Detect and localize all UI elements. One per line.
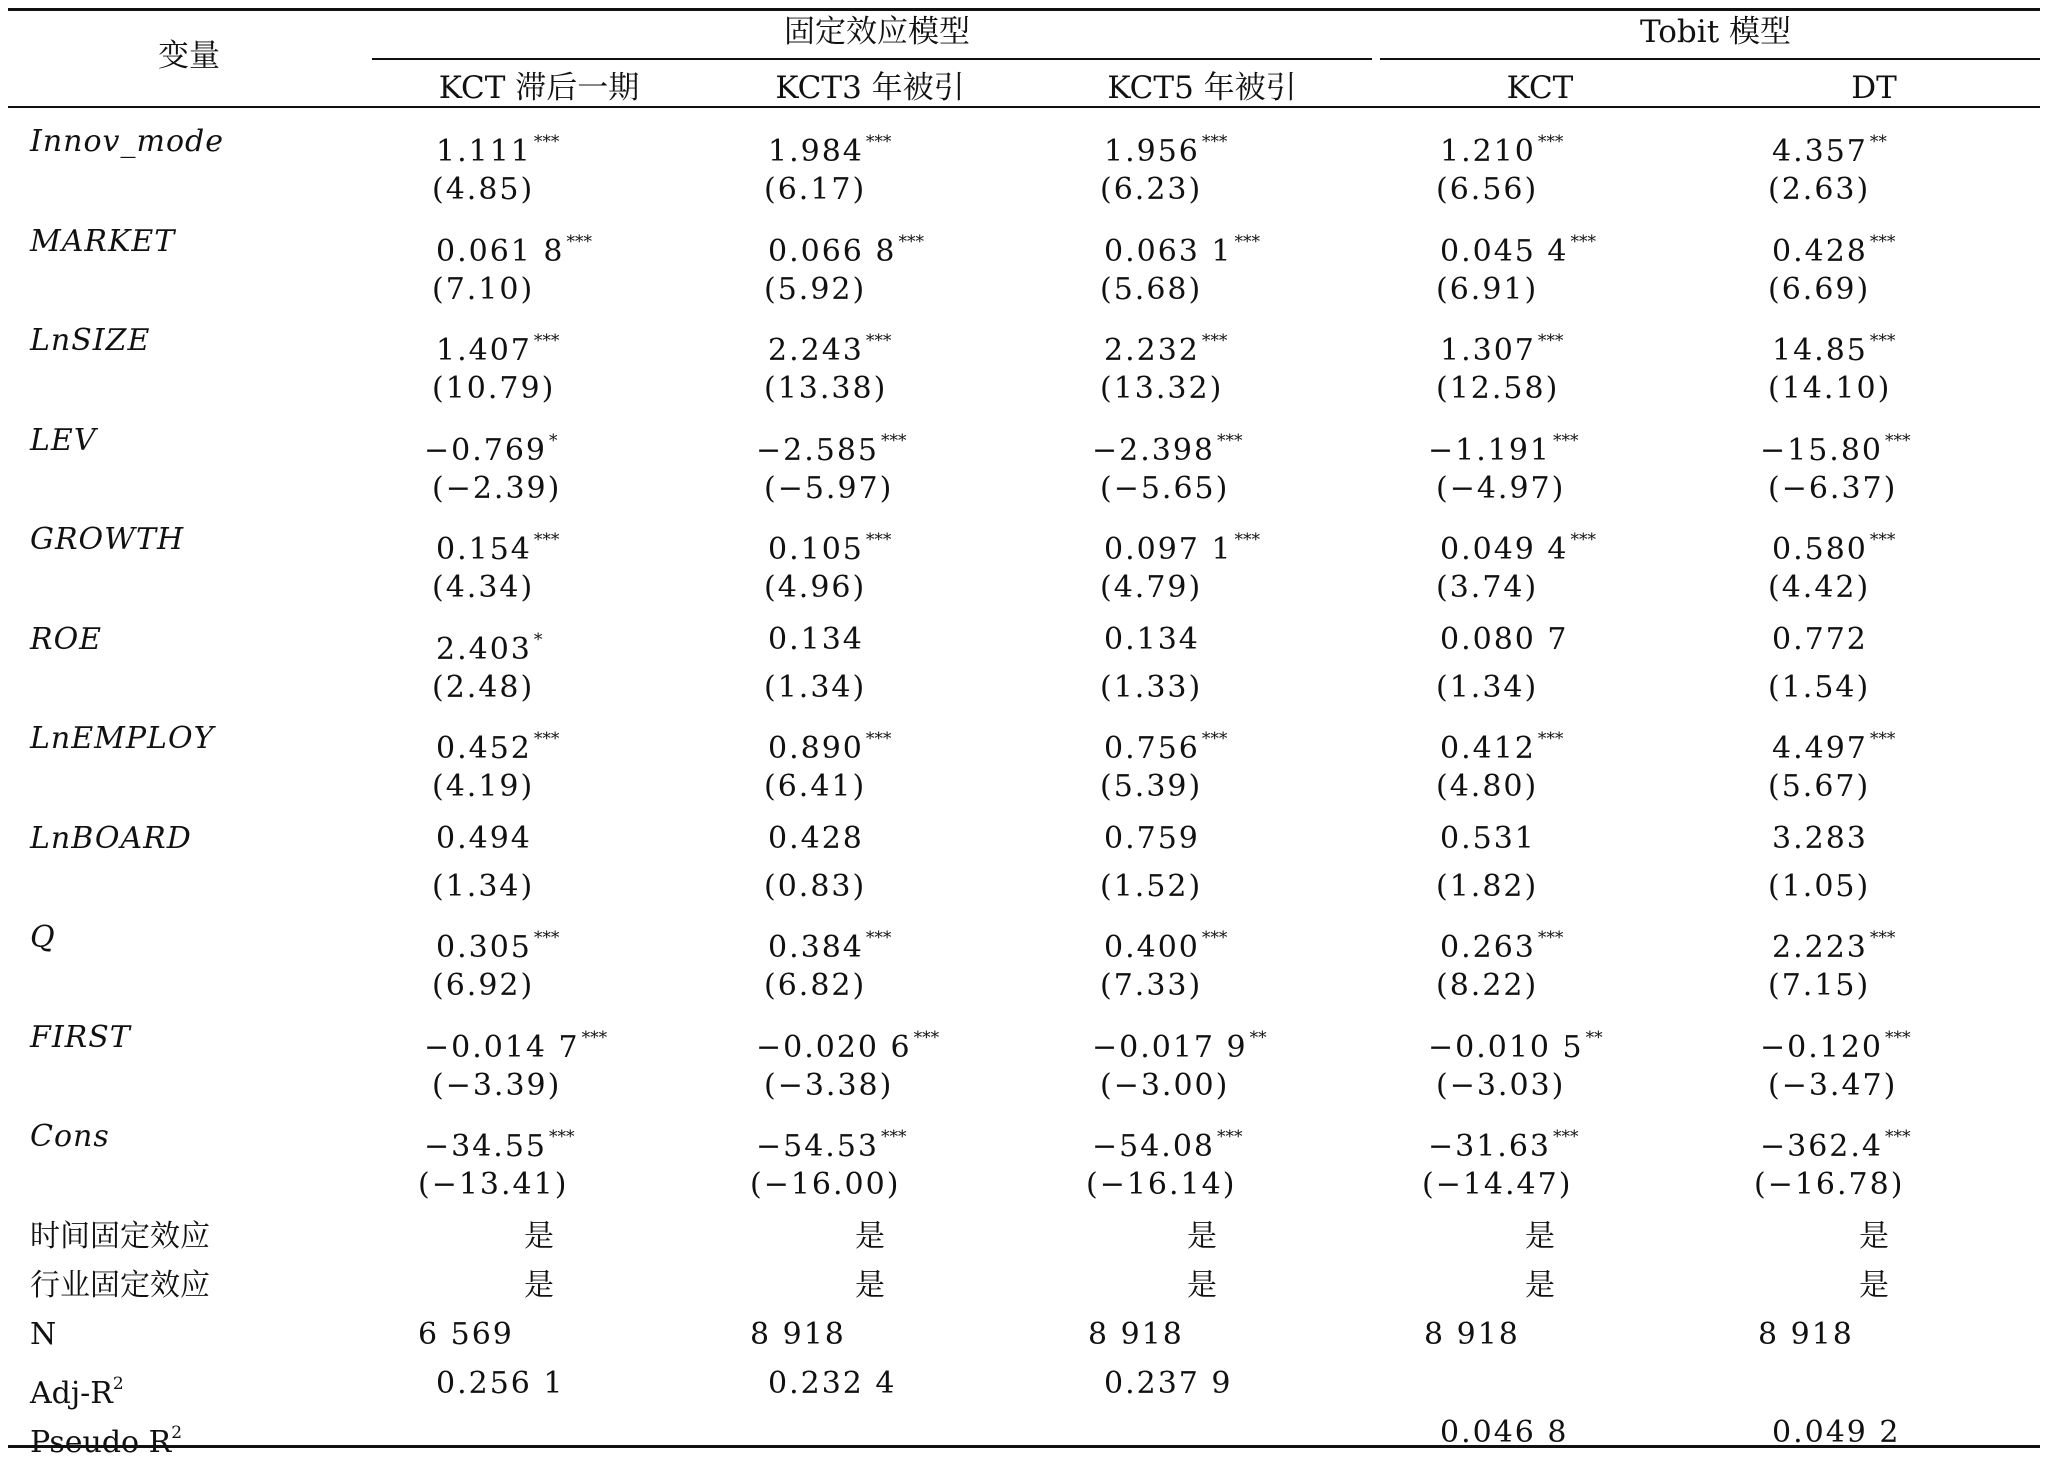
coefficient-value: −0.010 5 xyxy=(1428,1029,1584,1065)
coefficient-cell xyxy=(768,622,864,658)
n-value: 8 918 xyxy=(1758,1316,1854,1352)
significance-stars: *** xyxy=(1869,928,1896,948)
table-top-rule xyxy=(8,8,2040,11)
n-value: 6 569 xyxy=(418,1316,514,1352)
adj-r2-label xyxy=(30,1366,124,1412)
coefficient-value: −15.80 xyxy=(1760,432,1884,468)
coefficient-value: 2.223 xyxy=(1772,930,1868,965)
significance-stars: *** xyxy=(1869,331,1896,351)
significance-stars: *** xyxy=(1537,132,1564,152)
fixed-effect-value: 是 xyxy=(1859,1267,1889,1303)
coefficient-cell xyxy=(1440,522,1596,568)
t-statistic-cell: (6.23) xyxy=(1100,172,1203,207)
significance-stars: *** xyxy=(1885,430,1911,451)
fixed-effect-value: 是 xyxy=(1187,1267,1217,1303)
coefficient-cell xyxy=(1104,124,1227,170)
coefficient-cell xyxy=(1104,821,1200,857)
coefficient-value: 0.384 xyxy=(768,930,864,965)
t-statistic-cell: (6.92) xyxy=(432,968,535,1003)
coefficient-cell xyxy=(768,224,924,270)
coefficient-value: 2.232 xyxy=(1104,333,1200,368)
t-statistic-cell: (−6.37) xyxy=(1768,470,1898,506)
significance-stars: *** xyxy=(1217,1127,1243,1147)
significance-stars: *** xyxy=(1570,231,1597,252)
coefficient-cell xyxy=(756,1119,907,1165)
t-statistic-cell: (8.22) xyxy=(1436,968,1539,1003)
coefficient-value: 1.956 xyxy=(1104,134,1200,169)
coefficient-value: 0.531 xyxy=(1440,820,1536,856)
t-statistic-cell: (7.33) xyxy=(1100,968,1203,1003)
adj-r2-value: 0.232 4 xyxy=(768,1365,897,1401)
t-statistic-cell: (−4.97) xyxy=(1436,470,1566,506)
variable-header: 变量 xyxy=(158,38,220,74)
t-statistic-cell: (13.38) xyxy=(764,371,888,406)
variable-label: LnEMPLOY xyxy=(30,721,215,756)
coefficient-cell xyxy=(1772,323,1895,369)
coefficient-value: −2.585 xyxy=(756,432,880,468)
coefficient-cell xyxy=(1104,323,1227,369)
significance-stars: *** xyxy=(1217,430,1243,451)
coefficient-cell xyxy=(768,920,891,966)
coefficient-cell xyxy=(768,323,891,369)
significance-stars: *** xyxy=(1201,729,1228,749)
coefficient-cell xyxy=(1440,920,1563,966)
variable-label: Cons xyxy=(30,1119,110,1154)
coefficient-value: −31.63 xyxy=(1428,1129,1552,1164)
significance-stars: *** xyxy=(1869,729,1896,749)
coefficient-value: 1.111 xyxy=(436,134,532,169)
coefficient-cell xyxy=(436,721,559,767)
significance-stars: *** xyxy=(881,1127,907,1147)
t-statistic-cell: (1.82) xyxy=(1436,868,1539,904)
t-statistic-cell: (7.15) xyxy=(1768,968,1871,1003)
t-statistic-cell: (4.80) xyxy=(1436,769,1539,804)
fixed-effect-value: 是 xyxy=(1525,1267,1555,1303)
coefficient-cell xyxy=(1772,622,1868,658)
fixed-effect-value: 是 xyxy=(1859,1218,1889,1254)
t-statistic-cell: (−3.00) xyxy=(1100,1067,1230,1103)
coefficient-value: −0.769 xyxy=(424,432,548,468)
adj-r2-label-exponent: 2 xyxy=(112,1373,124,1394)
t-statistic-cell: (6.91) xyxy=(1436,271,1539,307)
coefficient-cell xyxy=(1104,522,1260,568)
coefficient-value: −34.55 xyxy=(424,1129,548,1164)
fixed-effect-label: 时间固定效应 xyxy=(30,1218,210,1254)
variable-label: ROE xyxy=(30,621,103,657)
n-value: 8 918 xyxy=(1424,1316,1520,1352)
coefficient-cell xyxy=(1428,423,1579,469)
coefficient-cell xyxy=(1772,224,1895,270)
t-statistic-cell: (4.19) xyxy=(432,769,535,804)
coefficient-value: 0.400 xyxy=(1104,930,1200,965)
coefficient-cell xyxy=(1092,1119,1243,1165)
coefficient-value: −54.53 xyxy=(756,1129,880,1164)
coefficient-cell xyxy=(436,323,559,369)
coefficient-value: −0.120 xyxy=(1760,1029,1884,1065)
t-statistic-cell: (4.85) xyxy=(432,172,535,207)
column-header: KCT xyxy=(1506,70,1574,106)
t-statistic-cell: (5.39) xyxy=(1100,769,1203,804)
coefficient-cell xyxy=(424,1119,575,1165)
coefficient-value: 4.497 xyxy=(1772,731,1868,766)
coefficient-cell xyxy=(436,920,559,966)
group-header-tobit: Tobit 模型 xyxy=(1640,14,1792,50)
group-header-fixed-effects: 固定效应模型 xyxy=(784,14,970,50)
significance-stars: *** xyxy=(1201,331,1228,351)
coefficient-cell xyxy=(768,721,891,767)
coefficient-cell xyxy=(1772,522,1895,568)
coefficient-cell xyxy=(756,423,907,469)
significance-stars: *** xyxy=(533,530,560,550)
t-statistic-cell: (−14.47) xyxy=(1422,1167,1573,1202)
table-bottom-rule xyxy=(8,1445,2040,1448)
significance-stars: *** xyxy=(533,331,560,351)
t-statistic-cell: (−2.39) xyxy=(432,470,562,506)
significance-stars: *** xyxy=(1201,132,1228,152)
coefficient-cell xyxy=(1772,124,1887,170)
group-rule-fixed-effects xyxy=(372,58,1372,60)
significance-stars: *** xyxy=(865,729,892,749)
significance-stars: *** xyxy=(865,530,892,550)
column-header: KCT 滞后一期 xyxy=(438,70,640,106)
coefficient-cell xyxy=(1104,721,1227,767)
significance-stars: *** xyxy=(913,1027,940,1048)
t-statistic-cell: (1.33) xyxy=(1100,669,1203,705)
coefficient-value: 1.307 xyxy=(1440,333,1536,368)
significance-stars: *** xyxy=(1234,231,1261,252)
t-statistic-cell: (4.96) xyxy=(764,570,867,605)
significance-stars: *** xyxy=(865,331,892,351)
t-statistic-cell: (5.92) xyxy=(764,271,867,307)
coefficient-value: 0.452 xyxy=(436,731,532,766)
significance-stars: *** xyxy=(1570,530,1597,550)
coefficient-value: 0.263 xyxy=(1440,930,1536,965)
coefficient-cell xyxy=(1772,821,1868,857)
n-value: 8 918 xyxy=(1088,1316,1184,1352)
coefficient-value: 0.305 xyxy=(436,930,532,965)
coefficient-value: 0.412 xyxy=(1440,731,1536,766)
t-statistic-cell: (2.48) xyxy=(432,669,535,705)
n-label: N xyxy=(30,1316,57,1352)
pseudo-r2-label xyxy=(30,1415,182,1461)
t-statistic-cell: (−3.47) xyxy=(1768,1067,1898,1103)
adj-r2-value: 0.256 1 xyxy=(436,1365,565,1401)
coefficient-cell xyxy=(1092,1020,1267,1066)
t-statistic-cell: (1.05) xyxy=(1768,868,1871,904)
coefficient-cell xyxy=(1760,1020,1911,1066)
coefficient-value: 0.494 xyxy=(436,820,532,856)
t-statistic-cell: (13.32) xyxy=(1100,371,1224,406)
t-statistic-cell: (6.82) xyxy=(764,968,867,1003)
fixed-effect-value: 是 xyxy=(855,1218,885,1254)
coefficient-value: 0.080 7 xyxy=(1440,621,1569,657)
variable-label: MARKET xyxy=(30,223,176,259)
coefficient-cell xyxy=(1440,323,1563,369)
coefficient-value: 0.063 1 xyxy=(1104,233,1233,269)
variable-label: LnSIZE xyxy=(30,323,151,358)
coefficient-value: −362.4 xyxy=(1760,1129,1884,1164)
significance-stars: *** xyxy=(1234,530,1261,550)
pseudo-r2-label-text: Pseudo R xyxy=(30,1424,172,1460)
n-value: 8 918 xyxy=(750,1316,846,1352)
t-statistic-cell: (5.67) xyxy=(1768,769,1871,804)
t-statistic-cell: (14.10) xyxy=(1768,371,1892,406)
t-statistic-cell: (4.79) xyxy=(1100,570,1203,605)
t-statistic-cell: (4.34) xyxy=(432,570,535,605)
significance-stars: *** xyxy=(1201,928,1228,948)
t-statistic-cell: (6.41) xyxy=(764,769,867,804)
significance-stars: *** xyxy=(1537,928,1564,948)
t-statistic-cell: (−3.38) xyxy=(764,1067,894,1103)
significance-stars: *** xyxy=(1553,430,1579,451)
coefficient-cell xyxy=(424,423,558,469)
fixed-effect-label: 行业固定效应 xyxy=(30,1267,210,1303)
t-statistic-cell: (12.58) xyxy=(1436,371,1560,406)
significance-stars: *** xyxy=(533,928,560,948)
column-header: KCT5 年被引 xyxy=(1107,70,1297,106)
coefficient-value: 0.428 xyxy=(768,820,864,856)
coefficient-cell xyxy=(1104,224,1260,270)
t-statistic-cell: (6.56) xyxy=(1436,172,1539,207)
coefficient-cell xyxy=(768,821,864,857)
coefficient-value: −0.014 7 xyxy=(424,1029,580,1065)
coefficient-value: −54.08 xyxy=(1092,1129,1216,1164)
significance-stars: *** xyxy=(1885,1027,1911,1048)
coefficient-value: 0.134 xyxy=(1104,621,1200,657)
coefficient-value: 4.357 xyxy=(1772,134,1868,169)
column-header: DT xyxy=(1851,70,1897,106)
coefficient-value: 1.210 xyxy=(1440,134,1536,169)
coefficient-value: 0.134 xyxy=(768,621,864,657)
table-header-rule xyxy=(8,106,2040,108)
significance-stars: *** xyxy=(1537,331,1564,351)
coefficient-value: −0.017 9 xyxy=(1092,1029,1248,1065)
t-statistic-cell: (1.34) xyxy=(1436,669,1539,705)
fixed-effect-value: 是 xyxy=(524,1267,554,1303)
t-statistic-cell: (7.10) xyxy=(432,271,535,307)
coefficient-cell xyxy=(1440,224,1596,270)
coefficient-cell xyxy=(768,522,891,568)
significance-stars: *** xyxy=(1885,1127,1911,1147)
t-statistic-cell: (4.42) xyxy=(1768,570,1871,605)
coefficient-value: 14.85 xyxy=(1772,333,1868,368)
coefficient-value: 0.890 xyxy=(768,731,864,766)
significance-stars: *** xyxy=(1869,231,1896,252)
coefficient-value: 2.403 xyxy=(436,631,532,667)
t-statistic-cell: (−16.78) xyxy=(1754,1167,1905,1202)
coefficient-cell xyxy=(436,224,592,270)
pseudo-r2-value: 0.049 2 xyxy=(1772,1414,1901,1450)
coefficient-value: 0.428 xyxy=(1772,233,1868,269)
t-statistic-cell: (6.69) xyxy=(1768,271,1871,307)
significance-stars: *** xyxy=(881,430,907,451)
coefficient-cell xyxy=(768,124,891,170)
fixed-effect-value: 是 xyxy=(524,1218,554,1254)
significance-stars: *** xyxy=(865,132,892,152)
column-header: KCT3 年被引 xyxy=(775,70,965,106)
coefficient-cell xyxy=(436,124,559,170)
significance-stars: * xyxy=(533,629,543,650)
t-statistic-cell: (5.68) xyxy=(1100,271,1203,307)
coefficient-cell xyxy=(756,1020,939,1066)
coefficient-value: −2.398 xyxy=(1092,432,1216,468)
coefficient-value: −0.020 6 xyxy=(756,1029,912,1065)
t-statistic-cell: (1.54) xyxy=(1768,669,1871,705)
coefficient-value: 3.283 xyxy=(1772,820,1868,856)
significance-stars: *** xyxy=(533,132,560,152)
variable-label: Innov_mode xyxy=(30,124,224,159)
coefficient-cell xyxy=(1428,1119,1579,1165)
t-statistic-cell: (10.79) xyxy=(432,371,556,406)
coefficient-cell xyxy=(1092,423,1243,469)
coefficient-value: 0.045 4 xyxy=(1440,233,1569,269)
coefficient-cell xyxy=(1104,920,1227,966)
t-statistic-cell: (1.34) xyxy=(432,868,535,904)
t-statistic-cell: (−3.03) xyxy=(1436,1067,1566,1103)
coefficient-value: 0.066 8 xyxy=(768,233,897,269)
significance-stars: *** xyxy=(581,1027,608,1048)
coefficient-cell xyxy=(1104,622,1200,658)
variable-label: Q xyxy=(30,920,56,955)
t-statistic-cell: (−16.14) xyxy=(1086,1167,1237,1202)
t-statistic-cell: (−16.00) xyxy=(750,1167,901,1202)
significance-stars: *** xyxy=(533,729,560,749)
significance-stars: ** xyxy=(1869,132,1887,152)
coefficient-value: −1.191 xyxy=(1428,432,1552,468)
coefficient-cell xyxy=(424,1020,607,1066)
coefficient-cell xyxy=(436,622,542,668)
significance-stars: *** xyxy=(1869,530,1896,550)
coefficient-cell xyxy=(436,821,532,857)
fixed-effect-value: 是 xyxy=(1187,1218,1217,1254)
t-statistic-cell: (−3.39) xyxy=(432,1067,562,1103)
significance-stars: *** xyxy=(898,231,925,252)
significance-stars: * xyxy=(549,430,558,451)
t-statistic-cell: (0.83) xyxy=(764,868,867,904)
t-statistic-cell: (−5.97) xyxy=(764,470,894,506)
t-statistic-cell: (1.52) xyxy=(1100,868,1203,904)
regression-table xyxy=(8,8,2040,1460)
coefficient-cell xyxy=(436,522,559,568)
group-rule-tobit xyxy=(1380,58,2040,60)
variable-label: GROWTH xyxy=(30,522,185,557)
coefficient-cell xyxy=(1440,721,1563,767)
coefficient-cell xyxy=(1440,821,1536,857)
coefficient-value: 0.097 1 xyxy=(1104,532,1233,567)
adj-r2-value: 0.237 9 xyxy=(1104,1365,1233,1401)
significance-stars: ** xyxy=(1585,1027,1603,1048)
coefficient-cell xyxy=(1760,1119,1911,1165)
coefficient-value: 1.407 xyxy=(436,333,532,368)
coefficient-cell xyxy=(1760,423,1911,469)
adj-r2-label-text: Adj-R xyxy=(30,1375,113,1411)
t-statistic-cell: (2.63) xyxy=(1768,172,1871,207)
coefficient-value: 1.984 xyxy=(768,134,864,169)
pseudo-r2-label-exponent: 2 xyxy=(171,1422,183,1443)
variable-label: FIRST xyxy=(30,1019,131,1055)
coefficient-cell xyxy=(1772,721,1895,767)
pseudo-r2-value: 0.046 8 xyxy=(1440,1414,1569,1450)
significance-stars: ** xyxy=(1249,1027,1267,1048)
variable-label: LEV xyxy=(30,422,97,458)
coefficient-cell xyxy=(1440,124,1563,170)
coefficient-cell xyxy=(1440,622,1569,658)
variable-label: LnBOARD xyxy=(30,820,192,856)
fixed-effect-value: 是 xyxy=(855,1267,885,1303)
coefficient-cell xyxy=(1772,920,1895,966)
coefficient-value: 0.772 xyxy=(1772,621,1868,657)
significance-stars: *** xyxy=(566,231,593,252)
coefficient-value: 0.756 xyxy=(1104,731,1200,766)
t-statistic-cell: (1.34) xyxy=(764,669,867,705)
t-statistic-cell: (3.74) xyxy=(1436,570,1539,605)
fixed-effect-value: 是 xyxy=(1525,1218,1555,1254)
coefficient-cell xyxy=(1428,1020,1603,1066)
coefficient-value: 0.105 xyxy=(768,532,864,567)
coefficient-value: 0.759 xyxy=(1104,820,1200,856)
t-statistic-cell: (6.17) xyxy=(764,172,867,207)
t-statistic-cell: (−13.41) xyxy=(418,1167,569,1202)
significance-stars: *** xyxy=(549,1127,575,1147)
coefficient-value: 0.154 xyxy=(436,532,532,567)
significance-stars: *** xyxy=(1553,1127,1579,1147)
coefficient-value: 0.061 8 xyxy=(436,233,565,269)
coefficient-value: 0.049 4 xyxy=(1440,532,1569,567)
coefficient-value: 2.243 xyxy=(768,333,864,368)
coefficient-value: 0.580 xyxy=(1772,532,1868,567)
significance-stars: *** xyxy=(865,928,892,948)
significance-stars: *** xyxy=(1537,729,1564,749)
t-statistic-cell: (−5.65) xyxy=(1100,470,1230,506)
